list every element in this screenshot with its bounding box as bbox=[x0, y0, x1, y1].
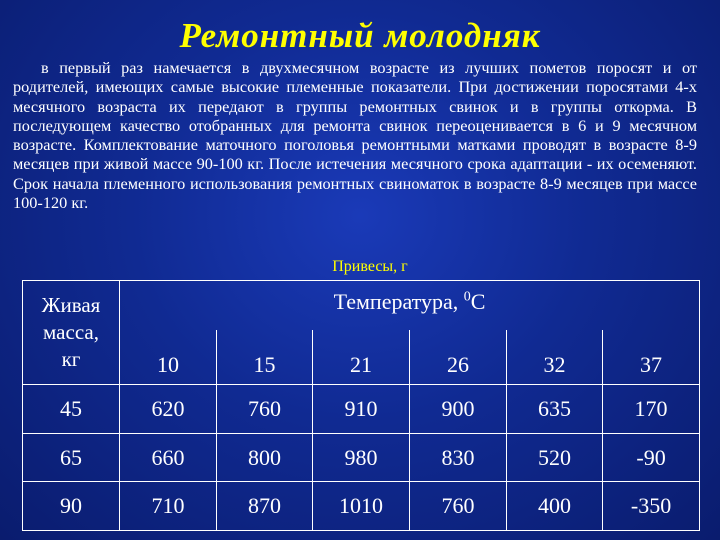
mass-header-line: кг bbox=[61, 347, 81, 372]
table-caption: Привесы, г bbox=[332, 258, 408, 275]
value-cell: 900 bbox=[410, 385, 507, 434]
mass-header-cell bbox=[23, 281, 120, 385]
value-cell: 170 bbox=[603, 385, 700, 434]
value-cell: 760 bbox=[217, 385, 313, 434]
temperature-header-cell bbox=[120, 281, 700, 331]
value-cell: -90 bbox=[603, 433, 700, 482]
value-cell: 400 bbox=[507, 482, 603, 531]
mass-cell: 45 bbox=[23, 385, 120, 434]
mass-header-line: Живая bbox=[41, 293, 101, 318]
value-cell: 1010 bbox=[313, 482, 410, 531]
value-cell: 710 bbox=[120, 482, 217, 531]
value-cell: 910 bbox=[313, 385, 410, 434]
value-cell: 520 bbox=[507, 433, 603, 482]
value-cell: 620 bbox=[120, 385, 217, 434]
temperature-cell: 10 bbox=[120, 330, 217, 385]
slide-title: Ремонтный молодняк bbox=[179, 16, 541, 55]
table-row bbox=[23, 433, 700, 482]
value-cell: 830 bbox=[410, 433, 507, 482]
temperature-cell: 21 bbox=[313, 330, 410, 385]
mass-header-line: масса, bbox=[43, 320, 99, 345]
temperature-values-row bbox=[23, 330, 700, 385]
mass-cell: 65 bbox=[23, 433, 120, 482]
temperature-unit: С bbox=[470, 289, 486, 314]
table-header-row bbox=[23, 281, 700, 331]
value-cell: 660 bbox=[120, 433, 217, 482]
temperature-cell: 26 bbox=[410, 330, 507, 385]
value-cell: -350 bbox=[603, 482, 700, 531]
body-paragraph: в первый раз намечается в двухмесячном возрасте из лучших пометов поросят и от родителей, имеющих самые высокие племенные показатели. При достижении поросятами 4-х месячного возраста их передают в группы ремонтных свинок и в группы откорма. В последующем качество отобранных для ремонта свинок переоценивается в 6 и 9 месячном возрасте. Комплектование маточного поголовья ремонтными матками проводят в возрасте 8-9 месяцев при живой массе 90-100 кг. После истечения месячного срока адаптации - их осеменяют. Срок начала племенного использования ремонтных свиноматок в возрасте 8-9 месяцев при массе 100-120 кг. bbox=[13, 58, 697, 213]
value-cell: 980 bbox=[313, 433, 410, 482]
temperature-header-label: Температура, bbox=[333, 289, 464, 314]
value-cell: 800 bbox=[217, 433, 313, 482]
value-cell: 635 bbox=[507, 385, 603, 434]
weight-gain-table bbox=[22, 280, 700, 531]
mass-cell: 90 bbox=[23, 482, 120, 531]
temperature-cell: 15 bbox=[217, 330, 313, 385]
table-row bbox=[23, 482, 700, 531]
value-cell: 760 bbox=[410, 482, 507, 531]
temperature-cell: 37 bbox=[603, 330, 700, 385]
temperature-cell: 32 bbox=[507, 330, 603, 385]
table-row bbox=[23, 385, 700, 434]
value-cell: 870 bbox=[217, 482, 313, 531]
degree-superscript: 0 bbox=[463, 289, 471, 305]
